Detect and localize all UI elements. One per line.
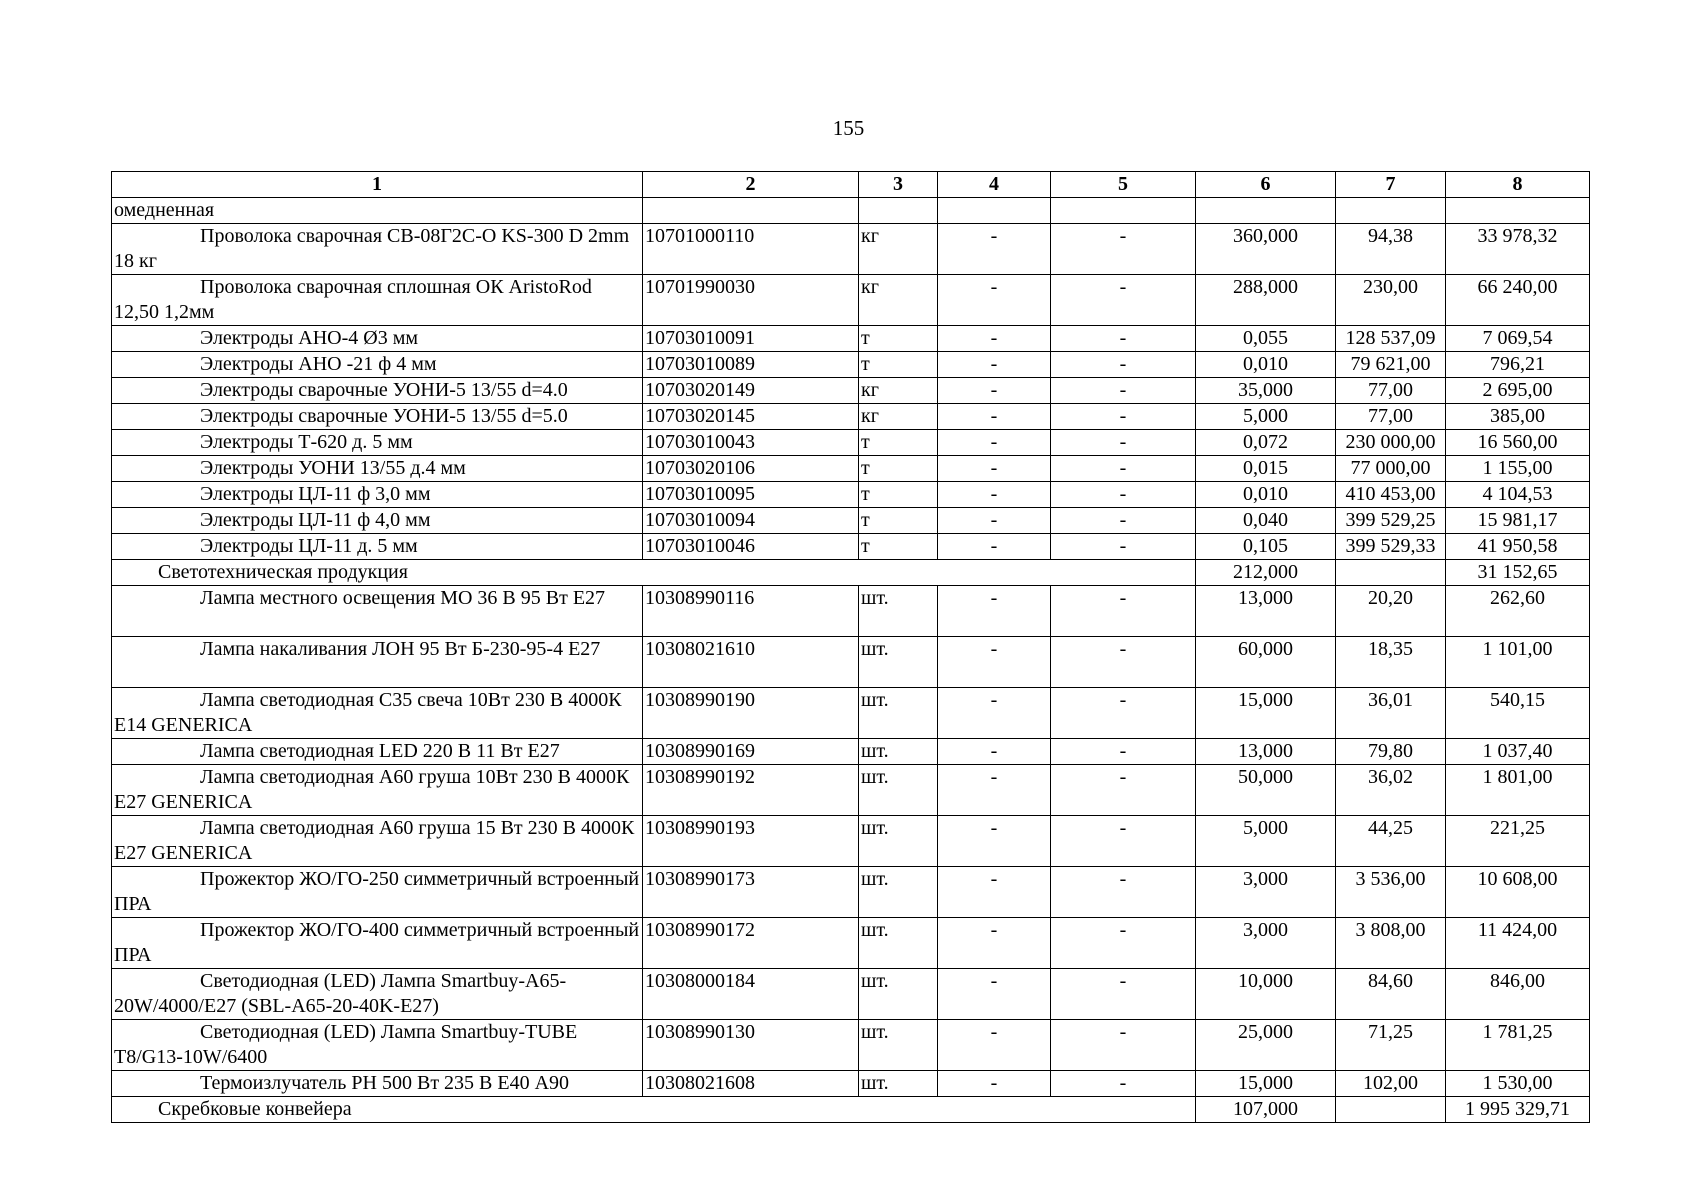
item-code-cell: 10308990192 <box>643 765 859 816</box>
quantity-cell: 0,010 <box>1196 352 1336 378</box>
column-5-cell: - <box>1051 224 1196 275</box>
item-name: Проволока сварочная СВ-08Г2С-О KS-300 D 2mm 18 кг <box>114 225 630 272</box>
column-4-cell: - <box>938 867 1051 918</box>
item-name: Светодиодная (LED) Лампа Smartbuy-TUBE T8/G13-10W/6400 <box>114 1021 578 1068</box>
item-name: Электроды ЦЛ-11 д. 5 мм <box>200 535 418 557</box>
quantity-cell: 0,015 <box>1196 456 1336 482</box>
table-row <box>112 534 1590 560</box>
price-cell: 410 453,00 <box>1336 482 1446 508</box>
sum-cell: 1 781,25 <box>1446 1020 1590 1071</box>
item-code-cell: 10703010095 <box>643 482 859 508</box>
quantity-cell: 3,000 <box>1196 867 1336 918</box>
empty-cell <box>643 198 859 224</box>
sum-cell: 41 950,58 <box>1446 534 1590 560</box>
column-4-cell: - <box>938 739 1051 765</box>
column-4-cell: - <box>938 456 1051 482</box>
column-header: 1 <box>112 172 643 198</box>
sum-cell: 540,15 <box>1446 688 1590 739</box>
price-cell: 102,00 <box>1336 1071 1446 1097</box>
quantity-cell: 0,010 <box>1196 482 1336 508</box>
column-5-cell: - <box>1051 326 1196 352</box>
table-row <box>112 224 1590 275</box>
item-name: Лампа накаливания ЛОН 95 Вт Б-230-95-4 Е27 <box>200 638 601 660</box>
unit-cell: шт. <box>859 1071 938 1097</box>
column-4-cell: - <box>938 918 1051 969</box>
column-4-cell: - <box>938 482 1051 508</box>
item-name-cell <box>112 637 643 688</box>
quantity-cell: 13,000 <box>1196 586 1336 637</box>
column-header: 2 <box>643 172 859 198</box>
unit-cell: т <box>859 352 938 378</box>
item-name: Лампа светодиодная А60 груша 10Вт 230 В 4000К Е27 GENERICA <box>114 766 630 813</box>
price-cell: 3 808,00 <box>1336 918 1446 969</box>
category-name-cell: Светотехническая продукция <box>112 560 1196 586</box>
item-name-cell <box>112 969 643 1020</box>
quantity-cell: 25,000 <box>1196 1020 1336 1071</box>
item-name-cell <box>112 1071 643 1097</box>
item-name: Электроды АНО -21 ф 4 мм <box>200 353 437 375</box>
price-cell: 230 000,00 <box>1336 430 1446 456</box>
page-number: 155 <box>832 116 865 140</box>
item-code-cell: 10703010089 <box>643 352 859 378</box>
empty-cell <box>1051 198 1196 224</box>
quantity-cell: 0,040 <box>1196 508 1336 534</box>
item-code-cell: 10701000110 <box>643 224 859 275</box>
quantity-cell: 5,000 <box>1196 404 1336 430</box>
column-header: 4 <box>938 172 1051 198</box>
column-5-cell: - <box>1051 969 1196 1020</box>
price-cell: 79,80 <box>1336 739 1446 765</box>
price-cell: 77,00 <box>1336 378 1446 404</box>
sum-cell: 11 424,00 <box>1446 918 1590 969</box>
item-code-cell: 10308990172 <box>643 918 859 969</box>
continuation-row <box>112 198 1590 224</box>
sum-cell: 2 695,00 <box>1446 378 1590 404</box>
sum-cell: 33 978,32 <box>1446 224 1590 275</box>
column-5-cell: - <box>1051 739 1196 765</box>
item-name-cell <box>112 534 643 560</box>
table-row <box>112 352 1590 378</box>
unit-cell: кг <box>859 275 938 326</box>
table-row <box>112 456 1590 482</box>
price-cell: 20,20 <box>1336 586 1446 637</box>
column-4-cell: - <box>938 534 1051 560</box>
sum-cell: 16 560,00 <box>1446 430 1590 456</box>
item-name-cell <box>112 739 643 765</box>
sum-cell: 846,00 <box>1446 969 1590 1020</box>
item-code-cell: 10308000184 <box>643 969 859 1020</box>
item-code-cell: 10308021610 <box>643 637 859 688</box>
column-4-cell: - <box>938 816 1051 867</box>
unit-cell: шт. <box>859 867 938 918</box>
sum-cell: 1 801,00 <box>1446 765 1590 816</box>
item-code-cell: 10308990116 <box>643 586 859 637</box>
item-code-cell: 10703010046 <box>643 534 859 560</box>
unit-cell: т <box>859 456 938 482</box>
item-name: Проволока сварочная сплошная ОК AristoRod 12,50 1,2мм <box>114 276 592 323</box>
column-4-cell: - <box>938 378 1051 404</box>
unit-cell: шт. <box>859 765 938 816</box>
unit-cell: т <box>859 326 938 352</box>
item-name: Электроды Т-620 д. 5 мм <box>200 431 413 453</box>
quantity-cell: 0,055 <box>1196 326 1336 352</box>
quantity-cell: 10,000 <box>1196 969 1336 1020</box>
item-name: Электроды УОНИ 13/55 д.4 мм <box>200 457 466 479</box>
table-row <box>112 867 1590 918</box>
item-code-cell: 10703010043 <box>643 430 859 456</box>
item-name-cell <box>112 326 643 352</box>
sum-cell: 221,25 <box>1446 816 1590 867</box>
quantity-cell: 0,072 <box>1196 430 1336 456</box>
column-header: 5 <box>1051 172 1196 198</box>
item-code-cell: 10308021608 <box>643 1071 859 1097</box>
unit-cell: т <box>859 482 938 508</box>
item-code-cell: 10703020145 <box>643 404 859 430</box>
sum-cell: 1 530,00 <box>1446 1071 1590 1097</box>
quantity-cell: 60,000 <box>1196 637 1336 688</box>
quantity-cell: 360,000 <box>1196 224 1336 275</box>
item-name-cell <box>112 378 643 404</box>
empty-cell <box>859 198 938 224</box>
item-name: Прожектор ЖО/ГО-250 симметричный встроенный ПРА <box>114 868 640 915</box>
column-header: 3 <box>859 172 938 198</box>
sum-cell: 262,60 <box>1446 586 1590 637</box>
table-row <box>112 637 1590 688</box>
item-code-cell: 10701990030 <box>643 275 859 326</box>
item-name-cell <box>112 765 643 816</box>
column-5-cell: - <box>1051 378 1196 404</box>
unit-cell: шт. <box>859 739 938 765</box>
item-code-cell: 10308990173 <box>643 867 859 918</box>
item-name-cell <box>112 275 643 326</box>
item-name: Электроды ЦЛ-11 ф 3,0 мм <box>200 483 431 505</box>
quantity-cell: 15,000 <box>1196 1071 1336 1097</box>
unit-cell: т <box>859 508 938 534</box>
table-row <box>112 326 1590 352</box>
sum-cell: 66 240,00 <box>1446 275 1590 326</box>
quantity-cell: 15,000 <box>1196 688 1336 739</box>
table-row <box>112 1020 1590 1071</box>
item-name: Электроды ЦЛ-11 ф 4,0 мм <box>200 509 431 531</box>
price-cell: 3 536,00 <box>1336 867 1446 918</box>
empty-cell <box>938 198 1051 224</box>
column-5-cell: - <box>1051 867 1196 918</box>
column-4-cell: - <box>938 969 1051 1020</box>
unit-cell: шт. <box>859 1020 938 1071</box>
item-name-cell <box>112 1020 643 1071</box>
item-code-cell: 10703020106 <box>643 456 859 482</box>
item-name: Электроды АНО-4 Ø3 мм <box>200 327 419 349</box>
price-cell: 77 000,00 <box>1336 456 1446 482</box>
sum-cell: 1 155,00 <box>1446 456 1590 482</box>
table-row <box>112 1071 1590 1097</box>
unit-cell: т <box>859 430 938 456</box>
item-code-cell: 10703010091 <box>643 326 859 352</box>
item-name-cell: омедненная <box>112 198 643 224</box>
item-name: Лампа светодиодная С35 свеча 10Вт 230 В 4000К Е14 GENERICA <box>114 689 622 736</box>
item-name: Прожектор ЖО/ГО-400 симметричный встроенный ПРА <box>114 919 640 966</box>
column-header: 8 <box>1446 172 1590 198</box>
price-cell: 84,60 <box>1336 969 1446 1020</box>
table-row <box>112 378 1590 404</box>
unit-cell: кг <box>859 378 938 404</box>
sum-cell: 15 981,17 <box>1446 508 1590 534</box>
item-name: Лампа светодиодная LED 220 В 11 Вт Е27 <box>200 740 560 762</box>
table-body <box>112 198 1590 1123</box>
quantity-cell: 13,000 <box>1196 739 1336 765</box>
category-row <box>112 560 1590 586</box>
item-name: Термоизлучатель РН 500 Вт 235 В Е40 А90 <box>200 1072 570 1094</box>
price-cell: 399 529,25 <box>1336 508 1446 534</box>
item-name: Лампа светодиодная А60 груша 15 Вт 230 В 4000К Е27 GENERICA <box>114 817 635 864</box>
column-4-cell: - <box>938 1020 1051 1071</box>
price-cell: 399 529,33 <box>1336 534 1446 560</box>
sum-cell: 385,00 <box>1446 404 1590 430</box>
quantity-cell: 50,000 <box>1196 765 1336 816</box>
column-5-cell: - <box>1051 430 1196 456</box>
unit-cell: шт. <box>859 586 938 637</box>
column-5-cell: - <box>1051 456 1196 482</box>
sum-cell: 7 069,54 <box>1446 326 1590 352</box>
inventory-table <box>111 171 1590 1123</box>
column-5-cell: - <box>1051 275 1196 326</box>
item-name-cell <box>112 867 643 918</box>
item-code-cell: 10308990190 <box>643 688 859 739</box>
column-5-cell: - <box>1051 534 1196 560</box>
item-code-cell: 10308990130 <box>643 1020 859 1071</box>
column-4-cell: - <box>938 688 1051 739</box>
column-4-cell: - <box>938 326 1051 352</box>
column-5-cell: - <box>1051 688 1196 739</box>
column-5-cell: - <box>1051 1020 1196 1071</box>
table-row <box>112 918 1590 969</box>
item-name-cell <box>112 688 643 739</box>
column-5-cell: - <box>1051 482 1196 508</box>
unit-cell: кг <box>859 224 938 275</box>
column-4-cell: - <box>938 508 1051 534</box>
item-code-cell: 10308990193 <box>643 816 859 867</box>
item-name-cell <box>112 508 643 534</box>
price-cell: 36,01 <box>1336 688 1446 739</box>
unit-cell: шт. <box>859 637 938 688</box>
column-5-cell: - <box>1051 816 1196 867</box>
unit-cell: т <box>859 534 938 560</box>
column-4-cell: - <box>938 352 1051 378</box>
column-5-cell: - <box>1051 508 1196 534</box>
item-name: Электроды сварочные УОНИ-5 13/55 d=5.0 <box>200 405 568 427</box>
quantity-cell: 5,000 <box>1196 816 1336 867</box>
column-4-cell: - <box>938 404 1051 430</box>
item-name-cell <box>112 224 643 275</box>
column-4-cell: - <box>938 1071 1051 1097</box>
column-4-cell: - <box>938 224 1051 275</box>
item-name-cell <box>112 482 643 508</box>
column-5-cell: - <box>1051 586 1196 637</box>
item-code-cell: 10703010094 <box>643 508 859 534</box>
price-cell: 77,00 <box>1336 404 1446 430</box>
table-row <box>112 508 1590 534</box>
sum-cell: 1 037,40 <box>1446 739 1590 765</box>
table-row <box>112 969 1590 1020</box>
price-cell: 36,02 <box>1336 765 1446 816</box>
table-row <box>112 765 1590 816</box>
price-cell: 79 621,00 <box>1336 352 1446 378</box>
table-row <box>112 275 1590 326</box>
price-cell: 44,25 <box>1336 816 1446 867</box>
item-name-cell <box>112 816 643 867</box>
item-name-cell <box>112 918 643 969</box>
item-name: Светодиодная (LED) Лампа Smartbuy-A65-20W/4000/E27 (SBL-A65-20-40K-E27) <box>114 970 567 1017</box>
item-code-cell: 10703020149 <box>643 378 859 404</box>
item-name-cell <box>112 456 643 482</box>
sum-cell: 796,21 <box>1446 352 1590 378</box>
quantity-cell: 107,000 <box>1196 1097 1336 1123</box>
table-row <box>112 688 1590 739</box>
column-5-cell: - <box>1051 765 1196 816</box>
header-row <box>112 172 1590 198</box>
table-row <box>112 586 1590 637</box>
item-code-cell: 10308990169 <box>643 739 859 765</box>
item-name: Лампа местного освещения МО 36 В 95 Вт Е27 <box>200 587 606 609</box>
table-row <box>112 482 1590 508</box>
item-name-cell <box>112 404 643 430</box>
column-5-cell: - <box>1051 404 1196 430</box>
column-4-cell: - <box>938 275 1051 326</box>
price-cell <box>1336 1097 1446 1123</box>
price-cell: 94,38 <box>1336 224 1446 275</box>
column-4-cell: - <box>938 765 1051 816</box>
item-name-cell <box>112 352 643 378</box>
sum-cell: 4 104,53 <box>1446 482 1590 508</box>
item-name-cell <box>112 430 643 456</box>
empty-cell <box>1446 198 1590 224</box>
price-cell <box>1336 560 1446 586</box>
column-4-cell: - <box>938 430 1051 456</box>
price-cell: 128 537,09 <box>1336 326 1446 352</box>
category-row <box>112 1097 1590 1123</box>
sum-cell: 10 608,00 <box>1446 867 1590 918</box>
empty-cell <box>1196 198 1336 224</box>
empty-cell <box>1336 198 1446 224</box>
sum-cell: 1 995 329,71 <box>1446 1097 1590 1123</box>
price-cell: 18,35 <box>1336 637 1446 688</box>
price-cell: 71,25 <box>1336 1020 1446 1071</box>
unit-cell: шт. <box>859 688 938 739</box>
sum-cell: 1 101,00 <box>1446 637 1590 688</box>
unit-cell: кг <box>859 404 938 430</box>
column-header: 6 <box>1196 172 1336 198</box>
unit-cell: шт. <box>859 969 938 1020</box>
column-4-cell: - <box>938 586 1051 637</box>
quantity-cell: 288,000 <box>1196 275 1336 326</box>
price-cell: 230,00 <box>1336 275 1446 326</box>
column-5-cell: - <box>1051 637 1196 688</box>
quantity-cell: 212,000 <box>1196 560 1336 586</box>
unit-cell: шт. <box>859 816 938 867</box>
item-name-cell <box>112 586 643 637</box>
category-name-cell: Скребковые конвейера <box>112 1097 1196 1123</box>
table-row <box>112 816 1590 867</box>
quantity-cell: 0,105 <box>1196 534 1336 560</box>
column-5-cell: - <box>1051 352 1196 378</box>
column-header: 7 <box>1336 172 1446 198</box>
sum-cell: 31 152,65 <box>1446 560 1590 586</box>
table-row <box>112 739 1590 765</box>
column-5-cell: - <box>1051 918 1196 969</box>
quantity-cell: 35,000 <box>1196 378 1336 404</box>
column-5-cell: - <box>1051 1071 1196 1097</box>
table-row <box>112 404 1590 430</box>
unit-cell: шт. <box>859 918 938 969</box>
quantity-cell: 3,000 <box>1196 918 1336 969</box>
item-name: Электроды сварочные УОНИ-5 13/55 d=4.0 <box>200 379 568 401</box>
table-row <box>112 430 1590 456</box>
column-4-cell: - <box>938 637 1051 688</box>
